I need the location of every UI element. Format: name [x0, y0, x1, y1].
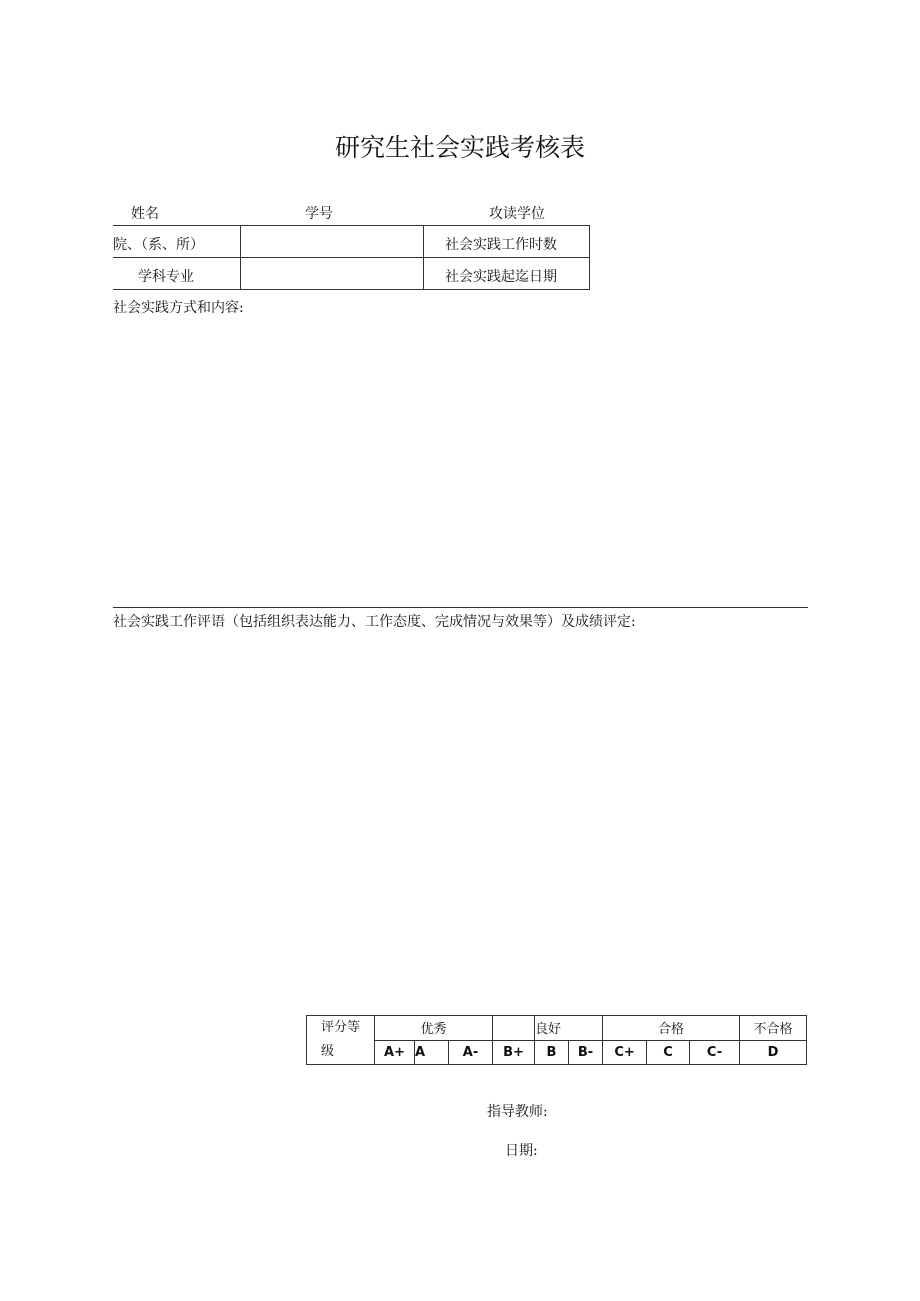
- teacher-signature-label: 指导教师:: [487, 1104, 548, 1120]
- degree-label: 攻读学位: [489, 206, 545, 222]
- work-hours-label: 社会实践工作时数: [445, 237, 557, 253]
- grading-table: [306, 1015, 807, 1065]
- table-line: [113, 257, 590, 258]
- grade-b-minus: B-: [569, 1040, 603, 1065]
- date-range-label: 社会实践起迄日期: [445, 269, 557, 285]
- group-excellent: 优秀: [375, 1016, 493, 1041]
- grade-level-label: [307, 1016, 375, 1065]
- grade-level-label-line2: 级: [321, 1044, 335, 1059]
- major-label: 学科专业: [138, 269, 194, 285]
- grade-a-minus: A-: [449, 1040, 493, 1065]
- grade-a: A: [415, 1040, 449, 1065]
- grade-a-plus: A+: [375, 1040, 415, 1065]
- group-good: 良好: [535, 1016, 603, 1041]
- grade-c-plus: C+: [603, 1040, 647, 1065]
- student-id-label: 学号: [305, 206, 333, 222]
- college-label: 院、（系、所）: [113, 237, 204, 253]
- grade-c: C: [647, 1040, 690, 1065]
- group-pass: 合格: [603, 1016, 740, 1041]
- group-fail: 不合格: [740, 1016, 807, 1041]
- grade-level-label-line1: 评分等: [321, 1020, 361, 1035]
- grade-c-minus: C-: [690, 1040, 740, 1065]
- table-line: [240, 225, 241, 290]
- date-label: 日期:: [505, 1143, 538, 1159]
- table-line: [589, 225, 590, 290]
- grade-d: D: [740, 1040, 807, 1065]
- evaluation-label: 社会实践工作评语（包括组织表达能力、工作态度、完成情况与效果等）及成绩评定:: [113, 614, 636, 630]
- name-label: 姓名: [131, 206, 159, 222]
- grade-b: B: [535, 1040, 569, 1065]
- practice-content-label: 社会实践方式和内容:: [113, 300, 244, 316]
- section-divider: [113, 607, 808, 608]
- table-line: [113, 289, 590, 290]
- grade-b-plus: B+: [493, 1040, 535, 1065]
- group-blank: [493, 1016, 535, 1041]
- table-line: [113, 225, 590, 226]
- page-title: 研究生社会实践考核表: [334, 133, 585, 162]
- table-line: [423, 225, 424, 290]
